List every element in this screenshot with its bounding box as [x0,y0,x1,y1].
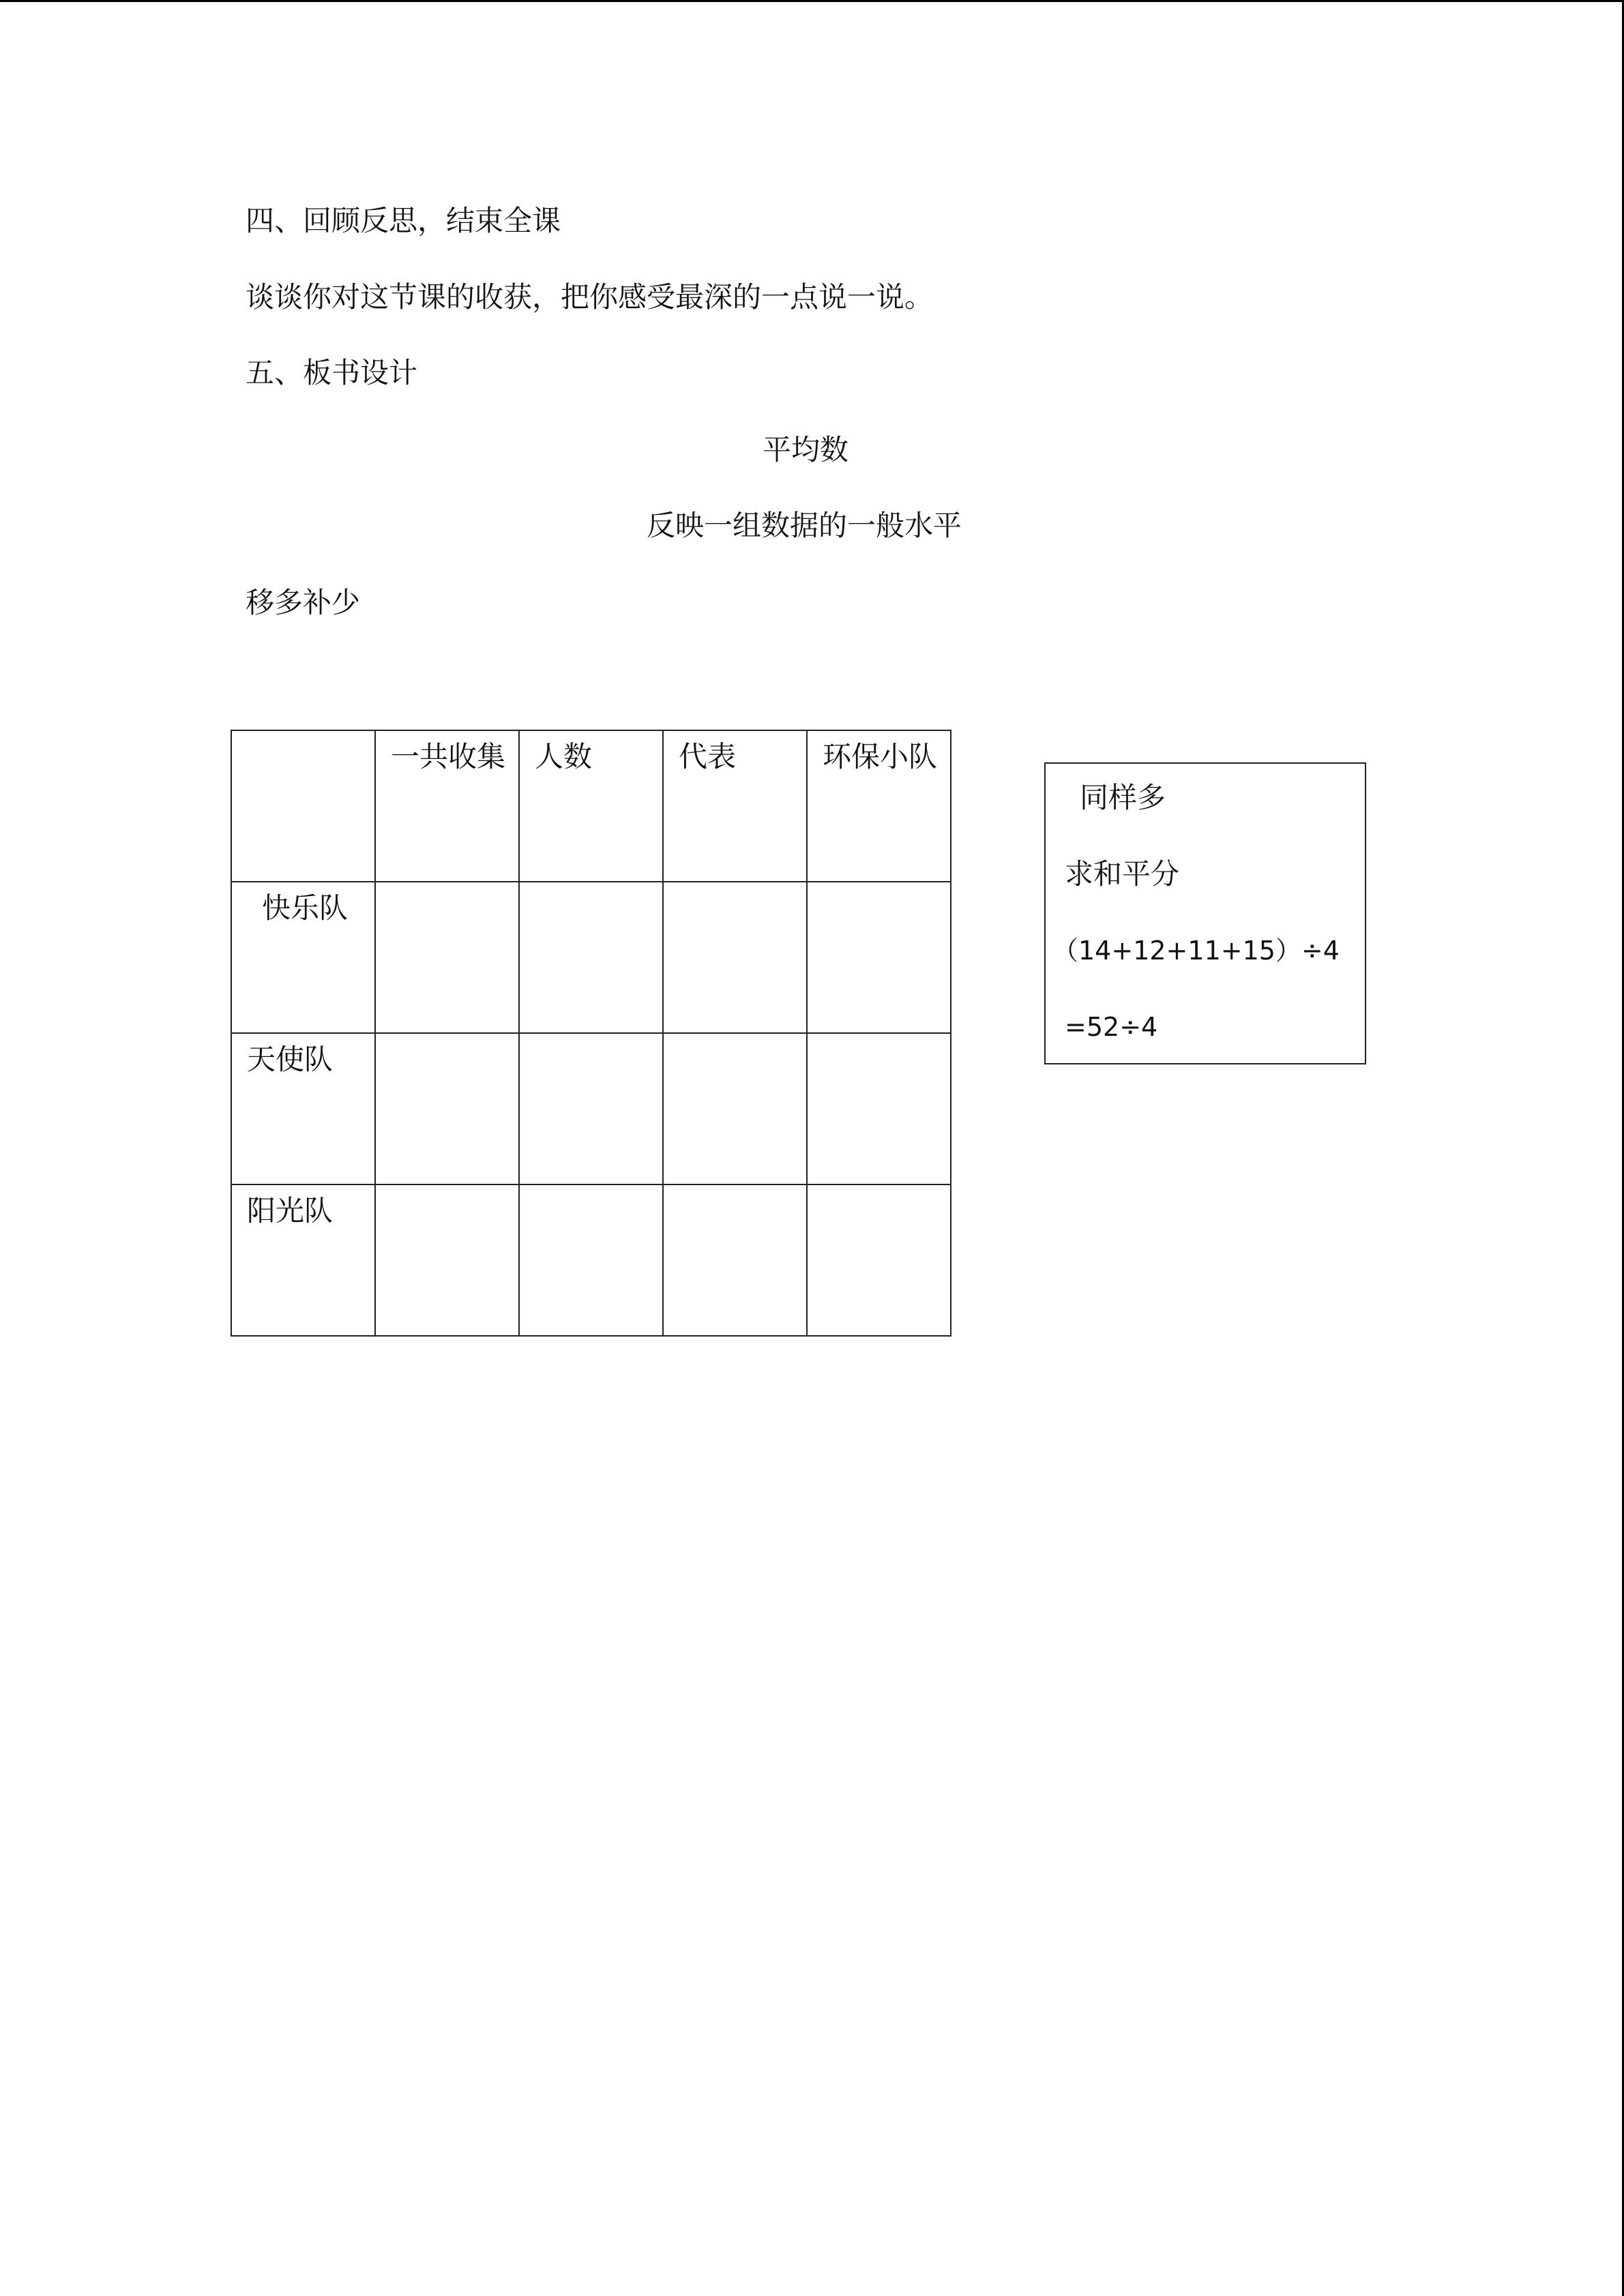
table-header-cell [231,730,375,882]
page-top-border [0,0,1624,2]
table-cell [375,882,519,1033]
table-cell [519,882,663,1033]
table-cell [519,1184,663,1336]
table-cell [663,1184,807,1336]
table-header-cell: 人数 [519,730,663,882]
table-cell [663,882,807,1033]
box-line-same-amount: 同样多 [1080,781,1166,814]
table-row [231,1184,951,1336]
table-header-cell: 一共收集 [375,730,519,882]
formula-box [1044,762,1366,1064]
table-row [231,882,951,1033]
section-4-heading: 四、回顾反思，结束全课 [246,204,561,237]
table-cell [807,1033,951,1184]
table-header-cell: 环保小队 [807,730,951,882]
table-row [231,1033,951,1184]
table-cell [375,1033,519,1184]
table-cell [807,882,951,1033]
table-cell [663,1033,807,1184]
section-5-heading: 五、板书设计 [246,356,418,389]
row-label: 阳光队 [231,1184,375,1336]
board-subtitle: 反映一组数据的一般水平 [647,509,962,542]
row-label: 快乐队 [231,882,375,1033]
table-cell [807,1184,951,1336]
table-header-cell: 代表 [663,730,807,882]
table-cell [375,1184,519,1336]
box-line-formula: （14+12+11+15）÷4 [1052,936,1340,966]
box-line-sum-divide: 求和平分 [1065,857,1180,891]
team-table [231,730,951,1337]
board-title: 平均数 [763,433,849,466]
row-label: 天使队 [231,1033,375,1184]
box-line-result: =52÷4 [1065,1012,1158,1042]
method-label: 移多补少 [246,586,361,619]
section-4-text: 谈谈你对这节课的收获，把你感受最深的一点说一说。 [246,280,934,314]
table-header-row [231,730,951,882]
table-cell [519,1033,663,1184]
